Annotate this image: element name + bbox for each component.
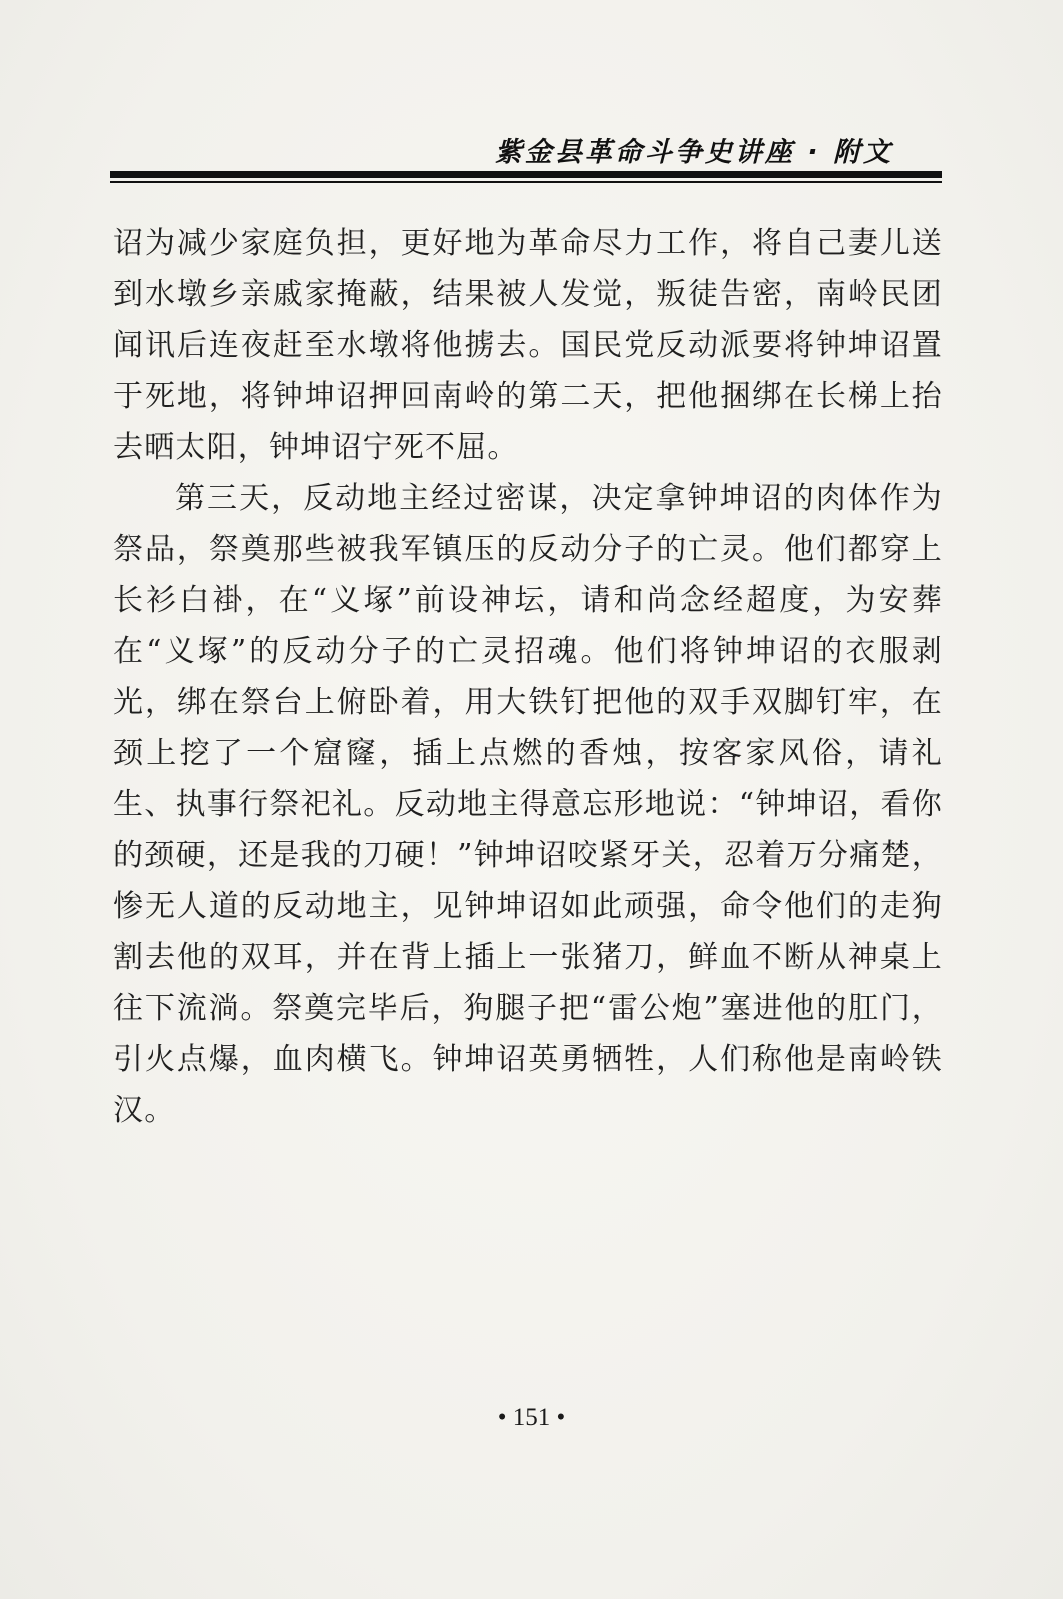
body-text xyxy=(113,218,943,1136)
header-rule xyxy=(110,171,942,178)
header-rule-thin xyxy=(110,181,942,183)
page-number: • 151 • xyxy=(497,1404,566,1431)
running-header-title: 紫金县革命斗争史讲座 · 附文 xyxy=(494,137,893,168)
paragraph-1: 诏为减少家庭负担，更好地为革命尽力工作，将自己妻儿送到水墩乡亲戚家掩蔽，结果被人发觉，叛徒告密，南岭民团闻讯后连夜赶至水墩将他掳去。国民党反动派要将钟坤诏置于死地，将钟坤诏押回南岭的第二天，把他捆绑在长梯上抬去晒太阳，钟坤诏宁死不屈。 xyxy=(113,226,943,465)
paragraph-2: 第三天，反动地主经过密谋，决定拿钟坤诏的肉体作为祭品，祭奠那些被我军镇压的反动分子的亡灵。他们都穿上长衫白褂，在“义塚”前设神坛，请和尚念经超度，为安葬在“义塚”的反动分子的亡灵招魂。他们将钟坤诏的衣服剥光，绑在祭台上俯卧着，用大铁钉把他的双手双脚钉牢，在颈上挖了一个窟窿，插上点燃的香烛，按客家风俗，请礼生、执事行祭祀礼。反动地主得意忘形地说：“钟坤诏，看你的颈硬，还是我的刀硬！”钟坤诏咬紧牙关，忍着万分痛楚，惨无人道的反动地主，见钟坤诏如此顽强，命令他们的走狗割去他的双耳，并在背上插上一张猪刀，鲜血不断从神桌上往下流淌。祭奠完毕后，狗腿子把“雷公炮”塞进他的肛门，引火点爆，血肉横飞。钟坤诏英勇牺牲，人们称他是南岭铁汉。 xyxy=(113,481,943,1128)
